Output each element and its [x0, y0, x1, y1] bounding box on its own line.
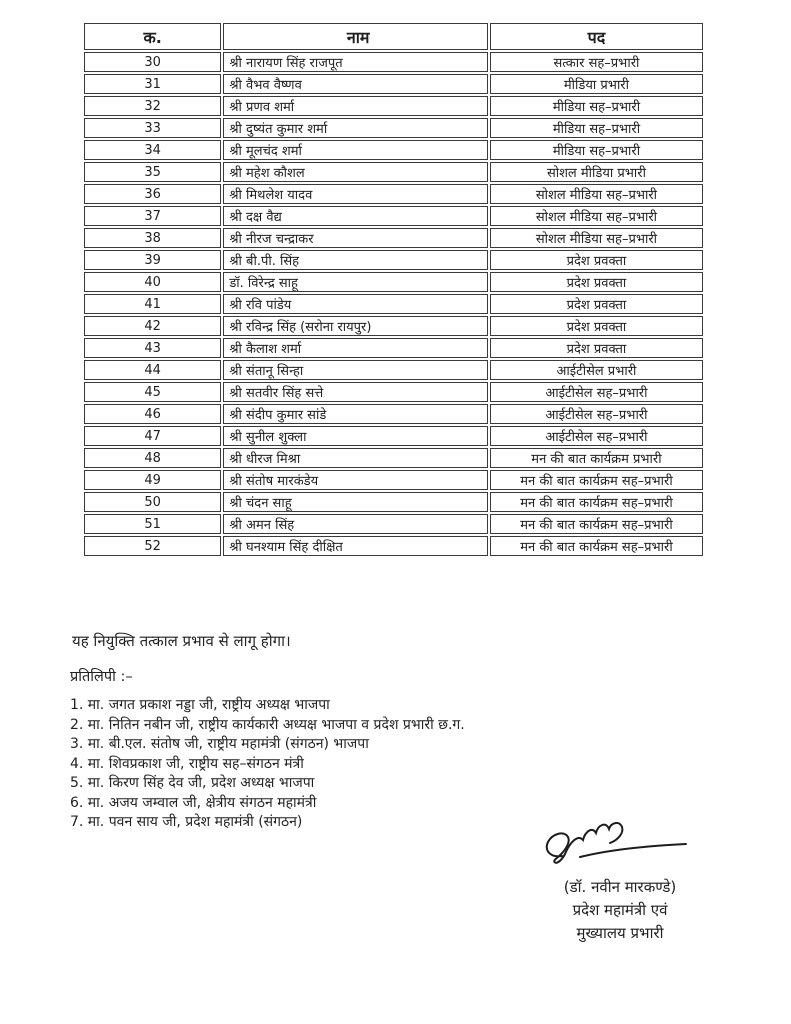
post-cell: आईटीसेल सह–प्रभारी	[490, 426, 703, 446]
table-row	[84, 184, 703, 204]
table-row	[84, 492, 703, 512]
serial-cell: 31	[84, 74, 221, 94]
post-cell: मन की बात कार्यक्रम सह–प्रभारी	[490, 492, 703, 512]
table-row	[84, 96, 703, 116]
table-row	[84, 448, 703, 468]
post-cell: प्रदेश प्रवक्ता	[490, 272, 703, 292]
table-header	[84, 23, 703, 50]
serial-cell: 32	[84, 96, 221, 116]
signatory-title-line2: मुख्यालय प्रभारी	[576, 924, 664, 942]
serial-cell: 35	[84, 162, 221, 182]
post-cell: मन की बात कार्यक्रम सह–प्रभारी	[490, 470, 703, 490]
post-cell: प्रदेश प्रवक्ता	[490, 250, 703, 270]
post-cell: मीडिया प्रभारी	[490, 74, 703, 94]
table-row	[84, 338, 703, 358]
signature-scribble-icon	[540, 816, 700, 868]
post-cell: सत्कार सह–प्रभारी	[490, 52, 703, 72]
name-cell: श्री सुनील शुक्ला	[223, 426, 488, 446]
name-cell: श्री महेश कौशल	[223, 162, 488, 182]
post-cell: सोशल मीडिया सह–प्रभारी	[490, 206, 703, 226]
copy-list-item: 4. मा. शिवप्रकाश जी, राष्ट्रीय सह–संगठन मंत्री	[70, 755, 304, 772]
table-row	[84, 294, 703, 314]
table-row	[84, 470, 703, 490]
serial-cell: 37	[84, 206, 221, 226]
name-cell: श्री कैलाश शर्मा	[223, 338, 488, 358]
table-row	[84, 250, 703, 270]
name-cell: डॉ. विरेन्द्र साहू	[223, 272, 488, 292]
post-cell: प्रदेश प्रवक्ता	[490, 294, 703, 314]
table-row	[84, 52, 703, 72]
post-cell: मीडिया सह–प्रभारी	[490, 140, 703, 160]
post-cell: आईटीसेल प्रभारी	[490, 360, 703, 380]
post-cell: मन की बात कार्यक्रम सह–प्रभारी	[490, 514, 703, 534]
copy-list-item: 7. मा. पवन साय जी, प्रदेश महामंत्री (संगठन)	[70, 814, 303, 830]
table-row	[84, 74, 703, 94]
serial-cell: 38	[84, 228, 221, 248]
table-row	[84, 272, 703, 292]
copy-list-item: 2. मा. नितिन नबीन जी, राष्ट्रीय कार्यकारी अध्यक्ष भाजपा व प्रदेश प्रभारी छ.ग.	[70, 716, 465, 733]
table-row	[84, 118, 703, 138]
serial-cell: 33	[84, 118, 221, 138]
signatory-title-line1: प्रदेश महामंत्री एवं	[572, 901, 668, 919]
name-cell: श्री मूलचंद शर्मा	[223, 140, 488, 160]
table-row	[84, 228, 703, 248]
col-header-name: नाम	[223, 23, 488, 50]
post-cell: मन की बात कार्यक्रम सह–प्रभारी	[490, 536, 703, 556]
table-row	[84, 206, 703, 226]
copy-list-item: 1. मा. जगत प्रकाश नड्डा जी, राष्ट्रीय अध्यक्ष भाजपा	[70, 697, 330, 713]
serial-cell: 51	[84, 514, 221, 534]
post-cell: मीडिया सह–प्रभारी	[490, 118, 703, 138]
name-cell: श्री दक्ष वैद्य	[223, 206, 488, 226]
serial-cell: 43	[84, 338, 221, 358]
name-cell: श्री बी.पी. सिंह	[223, 250, 488, 270]
table-header-row	[84, 23, 703, 50]
serial-cell: 48	[84, 448, 221, 468]
post-cell: सोशल मीडिया प्रभारी	[490, 162, 703, 182]
effective-note: यह नियुक्ति तत्काल प्रभाव से लागू होगा।	[72, 632, 291, 650]
serial-cell: 46	[84, 404, 221, 424]
col-header-post: पद	[490, 23, 703, 50]
copy-list	[70, 696, 465, 833]
serial-cell: 39	[84, 250, 221, 270]
serial-cell: 41	[84, 294, 221, 314]
table-body	[84, 52, 703, 556]
copy-list-item: 5. मा. किरण सिंह देव जी, प्रदेश अध्यक्ष भाजपा	[70, 775, 315, 791]
serial-cell: 42	[84, 316, 221, 336]
signature-block	[492, 816, 748, 945]
name-cell: श्री रवि पांडेय	[223, 294, 488, 314]
post-cell: आईटीसेल सह–प्रभारी	[490, 404, 703, 424]
name-cell: श्री सतवीर सिंह सत्ते	[223, 382, 488, 402]
name-cell: श्री रविन्द्र सिंह (सरोना रायपुर)	[223, 316, 488, 336]
serial-cell: 50	[84, 492, 221, 512]
name-cell: श्री दुष्यंत कुमार शर्मा	[223, 118, 488, 138]
table-row	[84, 140, 703, 160]
name-cell: श्री संतोष मारकंडेय	[223, 470, 488, 490]
copy-list-item: 3. मा. बी.एल. संतोष जी, राष्ट्रीय महामंत्री (संगठन) भाजपा	[70, 736, 369, 752]
serial-cell: 44	[84, 360, 221, 380]
name-cell: श्री अमन सिंह	[223, 514, 488, 534]
name-cell: श्री नीरज चन्द्राकर	[223, 228, 488, 248]
serial-cell: 47	[84, 426, 221, 446]
post-cell: सोशल मीडिया सह–प्रभारी	[490, 228, 703, 248]
post-cell: सोशल मीडिया सह–प्रभारी	[490, 184, 703, 204]
name-cell: श्री चंदन साहू	[223, 492, 488, 512]
table-row	[84, 514, 703, 534]
serial-cell: 49	[84, 470, 221, 490]
post-cell: मन की बात कार्यक्रम प्रभारी	[490, 448, 703, 468]
table-row	[84, 162, 703, 182]
name-cell: श्री वैभव वैष्णव	[223, 74, 488, 94]
col-header-serial: क.	[84, 23, 221, 50]
name-cell: श्री घनश्याम सिंह दीक्षित	[223, 536, 488, 556]
post-cell: आईटीसेल सह–प्रभारी	[490, 382, 703, 402]
name-cell: श्री धीरज मिश्रा	[223, 448, 488, 468]
name-cell: श्री संदीप कुमार सांडे	[223, 404, 488, 424]
table-row	[84, 360, 703, 380]
table-row	[84, 536, 703, 556]
copy-section	[70, 666, 465, 833]
copy-list-item: 6. मा. अजय जम्वाल जी, क्षेत्रीय संगठन महामंत्री	[70, 794, 317, 811]
table-row	[84, 382, 703, 402]
serial-cell: 40	[84, 272, 221, 292]
serial-cell: 30	[84, 52, 221, 72]
post-cell: मीडिया सह–प्रभारी	[490, 96, 703, 116]
name-cell: श्री नारायण सिंह राजपूत	[223, 52, 488, 72]
name-cell: श्री संतानू सिन्हा	[223, 360, 488, 380]
serial-cell: 36	[84, 184, 221, 204]
name-cell: श्री मिथलेश यादव	[223, 184, 488, 204]
post-cell: प्रदेश प्रवक्ता	[490, 316, 703, 336]
table-row	[84, 404, 703, 424]
serial-cell: 45	[84, 382, 221, 402]
signatory-name: (डॉ. नवीन मारकण्डे)	[563, 878, 677, 896]
copy-list-title: प्रतिलिपी :–	[70, 669, 133, 685]
table-row	[84, 316, 703, 336]
name-cell: श्री प्रणव शर्मा	[223, 96, 488, 116]
table-row	[84, 426, 703, 446]
post-cell: प्रदेश प्रवक्ता	[490, 338, 703, 358]
serial-cell: 34	[84, 140, 221, 160]
serial-cell: 52	[84, 536, 221, 556]
appointments-table	[82, 21, 705, 558]
